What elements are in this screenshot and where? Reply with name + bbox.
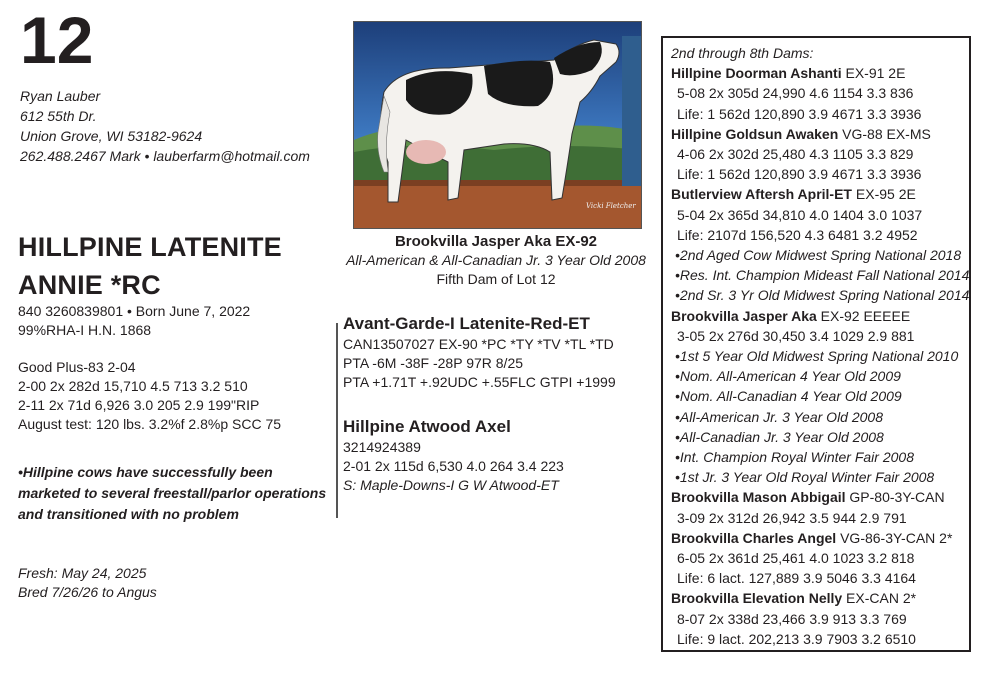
dam-line-3: S: Maple-Downs-I G W Atwood-ET (343, 477, 559, 493)
dam-block (343, 416, 564, 495)
consignor-address-2: Union Grove, WI 53182-9624 (20, 128, 203, 144)
rha-line: 99%RHA-I H.N. 1868 (18, 322, 152, 338)
record-row: 2-11 2x 71d 6,926 3.0 205 2.9 199"RIP (18, 397, 260, 413)
production-records (18, 358, 281, 434)
dam-entry-name: Butlerview Aftersh April-ET (671, 186, 852, 203)
sire-line-1: CAN13507027 EX-90 *PC *TY *TV *TL *TD (343, 336, 614, 352)
dam-entry-name-line (671, 588, 969, 608)
pedigree-bracket (336, 323, 338, 518)
photo-caption (340, 232, 652, 289)
classification: Good Plus-83 2-04 (18, 359, 136, 375)
animal-name (18, 228, 282, 304)
dam-achievement: •Int. Champion Royal Winter Fair 2008 (675, 449, 914, 466)
dams-lines (671, 63, 969, 649)
dams-header: 2nd through 8th Dams: (671, 45, 814, 61)
fresh-date: Fresh: May 24, 2025 (18, 565, 147, 581)
consignor-block (20, 86, 310, 166)
dam-record-row: 8-07 2x 338d 23,466 3.9 913 3.3 769 (677, 610, 907, 627)
dam-entry-classification: GP-80-3Y-CAN (845, 489, 945, 506)
dam-record-row: Life: 1 562d 120,890 3.9 4671 3.3 3936 (677, 105, 922, 122)
dam-achievement: •All-American Jr. 3 Year Old 2008 (675, 408, 883, 425)
dam-record-row: 5-08 2x 305d 24,990 4.6 1154 3.3 836 (677, 85, 914, 102)
dam-entry-name-line (671, 487, 969, 507)
sire-name: Avant-Garde-I Latenite-Red-ET (343, 314, 590, 333)
dam-achievement: •Nom. All-American 4 Year Old 2009 (675, 368, 901, 385)
animal-name-line-1: HILLPINE LATENITE (18, 232, 282, 262)
dam-entry-name-line (671, 184, 969, 204)
august-test: August test: 120 lbs. 3.2%f 2.8%p SCC 75 (18, 416, 282, 432)
dam-entry-name: Brookvilla Charles Angel (671, 529, 837, 546)
dam-achievement: •All-Canadian Jr. 3 Year Old 2008 (675, 428, 884, 445)
bred-info: Bred 7/26/26 to Angus (18, 584, 157, 600)
cow-photo (353, 21, 642, 229)
dam-achievement: •2nd Aged Cow Midwest Spring National 2018 (675, 247, 962, 264)
dam-record-row: Life: 9 lact. 202,213 3.9 7903 3.2 6510 (677, 630, 916, 647)
dam-line-2: 2-01 2x 115d 6,530 4.0 264 3.4 223 (343, 458, 564, 474)
animal-name-line-2: ANNIE *RC (18, 270, 161, 300)
dam-entry-name: Brookvilla Elevation Nelly (671, 590, 843, 607)
dam-achievement: •1st Jr. 3 Year Old Royal Winter Fair 2008 (675, 469, 935, 486)
dam-achievement: •2nd Sr. 3 Yr Old Midwest Spring National 2014 (675, 287, 970, 304)
dam-entry-classification: EX-CAN 2* (842, 590, 917, 607)
dam-entry-name-line (671, 528, 969, 548)
sire-line-3: PTA +1.71T +.92UDC +.55FLC GTPI +1999 (343, 374, 616, 390)
dam-record-row: 5-04 2x 365d 34,810 4.0 1404 3.0 1037 (677, 206, 923, 223)
dam-record-row: 6-05 2x 361d 25,461 4.0 1023 3.2 818 (677, 550, 915, 567)
dam-entry-classification: EX-91 2E (841, 65, 906, 82)
cow-photo-illustration (354, 22, 641, 228)
dam-entry-classification: EX-95 2E (852, 186, 916, 203)
dam-entry-name: Hillpine Doorman Ashanti (671, 65, 842, 82)
dam-achievement: •1st 5 Year Old Midwest Spring National 2010 (675, 348, 959, 365)
sire-line-2: PTA -6M -38F -28P 97R 8/25 (343, 355, 524, 371)
dam-record-row: Life: 2107d 156,520 4.3 6481 3.2 4952 (677, 226, 918, 243)
dam-entry-name-line (671, 306, 969, 326)
caption-relation: Fifth Dam of Lot 12 (436, 271, 556, 287)
dam-record-row: Life: 1 562d 120,890 3.9 4671 3.3 3936 (677, 166, 922, 183)
dam-achievement: •Nom. All-Canadian 4 Year Old 2009 (675, 388, 902, 405)
dam-entry-name-line (671, 63, 969, 83)
dam-record-row: 4-06 2x 302d 25,480 4.3 1105 3.3 829 (677, 146, 914, 163)
dam-line-1: 3214924389 (343, 439, 421, 455)
record-row: 2-00 2x 282d 15,710 4.5 713 3.2 510 (18, 378, 248, 394)
consignor-address-1: 612 55th Dr. (20, 108, 97, 124)
dam-achievement: •Res. Int. Champion Mideast Fall National 2014 (675, 267, 970, 284)
dam-entry-name: Hillpine Goldsun Awaken (671, 125, 839, 142)
sire-block (343, 313, 616, 392)
consignor-contact: 262.488.2467 Mark • lauberfarm@hotmail.com (20, 148, 310, 164)
dam-entry-classification: EX-92 EEEEE (816, 307, 911, 324)
photographer-watermark: Vicki Fletcher (586, 202, 636, 210)
dam-entry-name-line (671, 124, 969, 144)
lot-number: 12 (20, 3, 94, 77)
dam-entry-classification: VG-88 EX-MS (838, 125, 931, 142)
registration-line: 840 3260839801 • Born June 7, 2022 (18, 303, 251, 319)
caption-title: Brookvilla Jasper Aka EX-92 (394, 233, 598, 250)
marketing-note: •Hillpine cows have successfully been marketed to several freestall/parlor operations and transitioned with no problem (18, 464, 327, 522)
dam-record-row: Life: 6 lact. 127,889 3.9 5046 3.3 4164 (677, 570, 916, 587)
dam-record-row: 3-05 2x 276d 30,450 3.4 1029 2.9 881 (677, 327, 915, 344)
dam-record-row: 3-09 2x 312d 26,942 3.5 944 2.9 791 (677, 509, 907, 526)
dam-name: Hillpine Atwood Axel (343, 417, 511, 436)
dam-entry-name: Brookvilla Jasper Aka (671, 307, 817, 324)
consignor-name: Ryan Lauber (20, 88, 101, 104)
caption-subtitle: All-American & All-Canadian Jr. 3 Year Old 2008 (346, 252, 646, 268)
dams-box (661, 36, 971, 652)
dam-entry-classification: VG-86-3Y-CAN 2* (836, 529, 953, 546)
registration-block (18, 302, 250, 340)
fresh-bred-info (18, 564, 157, 602)
dam-entry-name: Brookvilla Mason Abbigail (671, 489, 846, 506)
